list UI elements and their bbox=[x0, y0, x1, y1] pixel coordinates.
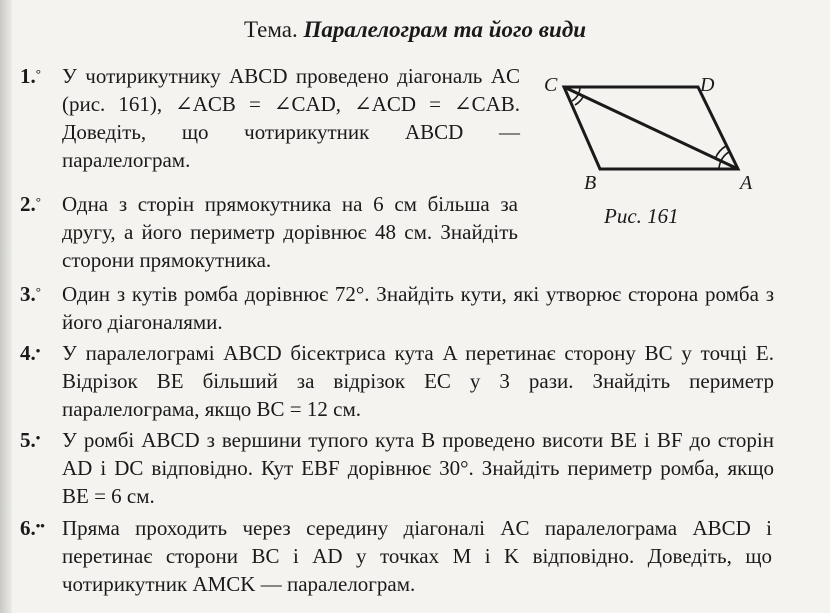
parallelogram-figure bbox=[528, 66, 778, 236]
page-edge-shade bbox=[0, 0, 12, 613]
vertex-label-c: C bbox=[544, 74, 558, 96]
difficulty-mark: •• bbox=[35, 518, 45, 533]
problem-text: У чотирикутнику ABCD проведено діагональ AC (рис. 161), ∠ACB = ∠CAD, ∠ACD = ∠CAB. Доведіть, що чотирикутник ABCD — паралелограм. bbox=[62, 64, 520, 172]
problem-number: 2.° bbox=[20, 192, 41, 216]
difficulty-mark: ° bbox=[35, 194, 41, 209]
angle-mark-c-lower bbox=[572, 94, 579, 101]
difficulty-mark: • bbox=[35, 343, 41, 358]
difficulty-mark: • bbox=[35, 430, 41, 445]
problem-text: Один з кутів ромба дорівнює 72°. Знайдіть кути, які утворює сторона ромба з його діагоналями. bbox=[62, 282, 774, 334]
figure-caption: Рис. 161 bbox=[604, 204, 679, 228]
problem-text: У паралелограмі ABCD бісектриса кута A перетинає сторону BC у точці E. Відрізок BE більший за відрізок EC у 3 рази. Знайдіть периметр паралелограма, якщо BC = 12 см. bbox=[62, 341, 774, 421]
angle-mark-a-upper bbox=[721, 152, 729, 161]
problem-number: 5.• bbox=[20, 428, 41, 452]
topic-prefix: Тема. bbox=[243, 17, 298, 42]
difficulty-mark: ° bbox=[35, 284, 41, 299]
problem-text: У ромбі ABCD з вершини тупого кута B проведено висоти BE і BF до сторін AD і DC відповідно. Кут EBF дорівнює 30°. Знайдіть периметр ромба, якщо BE = 6 см. bbox=[62, 428, 774, 508]
vertex-label-b: B bbox=[584, 172, 597, 194]
problem-number: 6.•• bbox=[20, 516, 45, 540]
vertex-label-a: A bbox=[740, 172, 753, 194]
problem-number: 3.° bbox=[20, 282, 41, 306]
topic-name: Паралелограм та його види bbox=[303, 17, 587, 42]
problem-number: 1.° bbox=[20, 64, 41, 88]
page-title bbox=[0, 16, 830, 44]
diagonal-ac bbox=[564, 87, 738, 169]
difficulty-mark: ° bbox=[35, 66, 41, 81]
problem-text: Одна з сторін прямокутника на 6 см більша за другу, а його периметр дорівнює 48 см. Знайдіть сторони прямокутника. bbox=[62, 192, 518, 272]
problem-text: Пряма проходить через середину діагоналі AC паралелограма ABCD і перетинає сторони BC і AD у точках M і K відповідно. Доведіть, що чотирикутник AMCK — паралелограм. bbox=[62, 516, 772, 596]
vertex-label-d: D bbox=[700, 74, 715, 96]
problem-number: 4.• bbox=[20, 341, 41, 365]
